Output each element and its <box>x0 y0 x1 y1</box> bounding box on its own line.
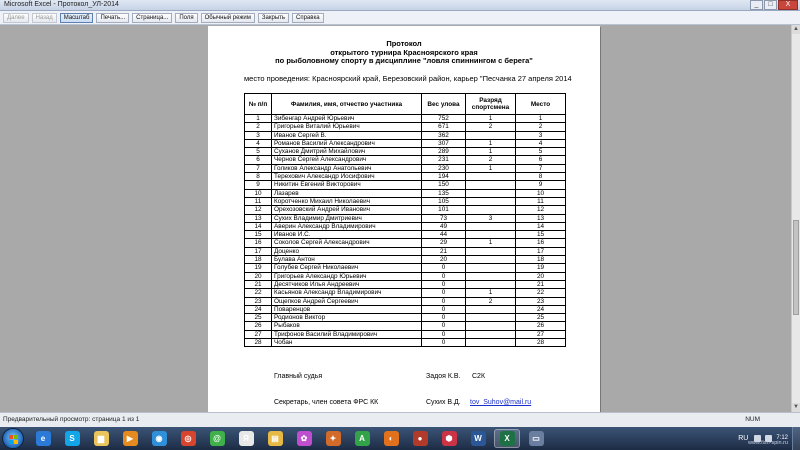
cell-place: 4 <box>516 139 566 147</box>
cell-place: 25 <box>516 314 566 322</box>
cell-place: 21 <box>516 280 566 288</box>
secretary-label: Секретарь, член совета ФРС КК <box>274 399 379 406</box>
cell-weight: 21 <box>422 247 466 255</box>
window-icon: ▭ <box>529 431 544 446</box>
taskbar-app[interactable] <box>88 429 114 448</box>
previous-button[interactable]: Назад <box>32 13 57 23</box>
table-row <box>245 197 566 205</box>
cell-place: 8 <box>516 173 566 181</box>
title-bar <box>0 0 800 11</box>
cell-name: Романов Василий Александрович <box>272 139 422 147</box>
cell-weight: 194 <box>422 173 466 181</box>
scroll-thumb[interactable] <box>793 220 799 315</box>
cell-name: Трифонов Василий Владимирович <box>272 330 422 338</box>
cell-num: 28 <box>245 339 272 347</box>
cell-rank: 1 <box>466 148 516 156</box>
secretary-email-link[interactable]: tov_Suhov@mail.ru <box>470 399 532 406</box>
excel-icon: X <box>500 431 515 446</box>
cell-weight: 44 <box>422 231 466 239</box>
cell-place: 20 <box>516 272 566 280</box>
cell-rank <box>466 264 516 272</box>
cell-num: 23 <box>245 297 272 305</box>
table-header-row <box>245 94 566 115</box>
cell-place: 5 <box>516 148 566 156</box>
yandex-icon: Я <box>239 431 254 446</box>
cell-rank: 3 <box>466 214 516 222</box>
col-weight-header: Вес улова <box>422 94 466 115</box>
zoom-button[interactable]: Масштаб <box>60 13 94 23</box>
judge-name: Задоя К.В. <box>426 373 461 380</box>
cell-num: 9 <box>245 181 272 189</box>
document-title <box>208 40 600 66</box>
taskbar-app[interactable] <box>407 429 433 448</box>
taskbar-app[interactable] <box>291 429 317 448</box>
cell-rank: 2 <box>466 156 516 164</box>
cell-place: 2 <box>516 123 566 131</box>
cell-name: Касьянов Александр Владимирович <box>272 289 422 297</box>
table-row <box>245 139 566 147</box>
taskbar-app[interactable] <box>175 429 201 448</box>
cell-num: 1 <box>245 115 272 123</box>
start-button[interactable] <box>2 428 24 449</box>
cell-place: 7 <box>516 164 566 172</box>
col-name-header: Фамилия, имя, отчество участника <box>272 94 422 115</box>
cell-name: Григорьев Виталий Юрьевич <box>272 123 422 131</box>
col-num-header: № п/п <box>245 94 272 115</box>
print-button[interactable]: Печать... <box>96 13 129 23</box>
table-row <box>245 164 566 172</box>
cell-num: 19 <box>245 264 272 272</box>
cell-num: 21 <box>245 280 272 288</box>
table-row <box>245 297 566 305</box>
cell-rank <box>466 222 516 230</box>
next-button[interactable]: Далее <box>3 13 29 23</box>
cell-num: 24 <box>245 305 272 313</box>
cell-weight: 105 <box>422 197 466 205</box>
table-row <box>245 148 566 156</box>
table-row <box>245 247 566 255</box>
table-row <box>245 256 566 264</box>
cell-num: 18 <box>245 256 272 264</box>
cell-rank <box>466 330 516 338</box>
word-icon: W <box>471 431 486 446</box>
cell-num: 5 <box>245 148 272 156</box>
cell-num: 2 <box>245 123 272 131</box>
normal-view-button[interactable]: Обычный режим <box>201 13 255 23</box>
cell-weight: 0 <box>422 289 466 297</box>
cell-weight: 752 <box>422 115 466 123</box>
cell-name: Поваренцов <box>272 305 422 313</box>
num-lock-indicator: NUM <box>745 416 760 423</box>
cell-name: Доценко <box>272 247 422 255</box>
folder-icon: ▤ <box>268 431 283 446</box>
taskbar <box>0 427 800 450</box>
paint-icon: ✦ <box>326 431 341 446</box>
chrome-icon: ◎ <box>181 431 196 446</box>
title-line-2: открытого турнира Красноярского края <box>330 47 478 57</box>
cell-num: 26 <box>245 322 272 330</box>
table-row <box>245 280 566 288</box>
cell-num: 11 <box>245 197 272 205</box>
app-a-icon: A <box>355 431 370 446</box>
table-row <box>245 214 566 222</box>
cell-rank <box>466 280 516 288</box>
table-row <box>245 156 566 164</box>
cell-rank <box>466 206 516 214</box>
margins-button[interactable]: Поля <box>175 13 197 23</box>
table-row <box>245 181 566 189</box>
cell-rank: 1 <box>466 289 516 297</box>
cell-rank <box>466 339 516 347</box>
cell-name: Лазарев <box>272 189 422 197</box>
table-row <box>245 189 566 197</box>
cell-weight: 20 <box>422 256 466 264</box>
title-line-3: по рыболовному спорту в дисциплине "ловля спиннингом с берега" <box>275 56 533 66</box>
cell-weight: 73 <box>422 214 466 222</box>
cell-place: 3 <box>516 131 566 139</box>
taskbar-app[interactable] <box>320 429 346 448</box>
col-place-header: Место <box>516 94 566 115</box>
cell-place: 10 <box>516 189 566 197</box>
table-row <box>245 264 566 272</box>
cell-num: 27 <box>245 330 272 338</box>
cell-name: Чобан <box>272 339 422 347</box>
cell-name: Булава Антон <box>272 256 422 264</box>
cell-num: 8 <box>245 173 272 181</box>
cell-rank <box>466 131 516 139</box>
cell-num: 7 <box>245 164 272 172</box>
cell-weight: 0 <box>422 297 466 305</box>
help-button[interactable]: Справка <box>292 13 324 23</box>
cell-num: 4 <box>245 139 272 147</box>
table-row <box>245 123 566 131</box>
cell-weight: 0 <box>422 322 466 330</box>
cell-num: 16 <box>245 239 272 247</box>
cell-num: 20 <box>245 272 272 280</box>
windows-logo-icon <box>9 435 18 444</box>
watermark: www.fish-spin.ru <box>747 440 788 446</box>
cell-place: 17 <box>516 247 566 255</box>
cell-rank: 1 <box>466 239 516 247</box>
cell-rank <box>466 197 516 205</box>
table-row <box>245 131 566 139</box>
table-row <box>245 314 566 322</box>
cell-name: Сухих Владимир Дмитриевич <box>272 214 422 222</box>
cell-place: 11 <box>516 197 566 205</box>
table-row <box>245 231 566 239</box>
cell-num: 13 <box>245 214 272 222</box>
cell-weight: 49 <box>422 222 466 230</box>
col-rank-header: Разряд спортсмена <box>466 94 516 115</box>
cell-name: Десятчиков Илья Андреевич <box>272 280 422 288</box>
venue-text: место проведения: Красноярский край, Березовский район, карьер "Песчанка 27 апреля 2014 <box>244 74 572 83</box>
cell-weight: 0 <box>422 272 466 280</box>
taskbar-app[interactable] <box>523 429 549 448</box>
judge-category: С2К <box>472 373 486 380</box>
cell-weight: 135 <box>422 189 466 197</box>
cell-name: Ощепков Андрей Сергеевич <box>272 297 422 305</box>
show-desktop-button[interactable] <box>792 427 800 450</box>
cell-rank <box>466 256 516 264</box>
taskbar-app[interactable] <box>349 429 375 448</box>
cell-place: 19 <box>516 264 566 272</box>
cell-weight: 231 <box>422 156 466 164</box>
cell-place: 27 <box>516 330 566 338</box>
cell-rank <box>466 231 516 239</box>
taskbar-app[interactable] <box>262 429 288 448</box>
taskbar-app[interactable] <box>233 429 259 448</box>
cell-name: Григорьев Александр Юрьевич <box>272 272 422 280</box>
cell-num: 15 <box>245 231 272 239</box>
cell-place: 14 <box>516 222 566 230</box>
cell-num: 22 <box>245 289 272 297</box>
taskbar-app[interactable] <box>494 429 520 448</box>
cell-rank <box>466 322 516 330</box>
close-preview-button[interactable]: Закрыть <box>258 13 289 23</box>
scroll-down-icon[interactable]: ▼ <box>793 404 799 410</box>
table-row <box>245 239 566 247</box>
cell-weight: 0 <box>422 339 466 347</box>
vertical-scrollbar[interactable] <box>791 25 800 412</box>
table-row <box>245 206 566 214</box>
cell-place: 16 <box>516 239 566 247</box>
cell-num: 25 <box>245 314 272 322</box>
close-window-button[interactable]: X <box>778 0 798 10</box>
cell-weight: 289 <box>422 148 466 156</box>
scroll-up-icon[interactable]: ▲ <box>793 26 799 32</box>
cell-rank: 1 <box>466 164 516 172</box>
judge-label: Главный судья <box>274 373 323 380</box>
cell-name: Терехович Александр Иосифович <box>272 173 422 181</box>
cell-weight: 150 <box>422 181 466 189</box>
taskbar-apps <box>30 429 552 448</box>
cell-name: Орехозовский Андрей Иванович <box>272 206 422 214</box>
table-row <box>245 339 566 347</box>
cell-place: 18 <box>516 256 566 264</box>
cell-rank: 1 <box>466 139 516 147</box>
cell-num: 14 <box>245 222 272 230</box>
table-row <box>245 272 566 280</box>
taskbar-app[interactable] <box>378 429 404 448</box>
taskbar-app[interactable] <box>146 429 172 448</box>
cell-rank <box>466 247 516 255</box>
cell-num: 3 <box>245 131 272 139</box>
cell-weight: 0 <box>422 305 466 313</box>
taskbar-app[interactable] <box>117 429 143 448</box>
cell-name: Соколов Сергей Александрович <box>272 239 422 247</box>
cell-place: 15 <box>516 231 566 239</box>
system-tray <box>738 427 800 450</box>
language-indicator[interactable]: RU <box>738 435 749 442</box>
taskbar-app[interactable] <box>30 429 56 448</box>
window-title: Microsoft Excel - Протокол_УЛ-2014 <box>4 1 119 8</box>
cell-place: 28 <box>516 339 566 347</box>
preview-toolbar <box>0 11 800 25</box>
cell-place: 23 <box>516 297 566 305</box>
cell-rank: 2 <box>466 123 516 131</box>
cell-place: 24 <box>516 305 566 313</box>
cell-rank <box>466 272 516 280</box>
cell-rank <box>466 181 516 189</box>
cell-name: Чернов Сергей Александрович <box>272 156 422 164</box>
cell-rank <box>466 305 516 313</box>
cell-rank <box>466 173 516 181</box>
page-setup-button[interactable]: Страница... <box>132 13 172 23</box>
cell-name: Иванов Сергей В. <box>272 131 422 139</box>
maximize-button[interactable]: □ <box>764 0 777 10</box>
explorer-icon: ▆ <box>94 431 109 446</box>
cell-name: Никитин Евгений Викторович <box>272 181 422 189</box>
cell-name: Иванов И.С. <box>272 231 422 239</box>
taskbar-app[interactable] <box>465 429 491 448</box>
cell-name: Голубев Сергей Николаевич <box>272 264 422 272</box>
cell-rank: 1 <box>466 115 516 123</box>
cell-num: 10 <box>245 189 272 197</box>
cell-name: Голиков Александр Анатольевич <box>272 164 422 172</box>
table-row <box>245 330 566 338</box>
cell-place: 1 <box>516 115 566 123</box>
taskbar-app[interactable] <box>59 429 85 448</box>
skype-icon: S <box>65 431 80 446</box>
cell-weight: 0 <box>422 314 466 322</box>
icq-icon: @ <box>210 431 225 446</box>
cell-name: Аверин Александр Владимирович <box>272 222 422 230</box>
cell-weight: 29 <box>422 239 466 247</box>
title-line-1: Протокол <box>386 39 422 48</box>
cell-name: Родионов Виктор <box>272 314 422 322</box>
cell-place: 12 <box>516 206 566 214</box>
browser-icon: ◉ <box>152 431 167 446</box>
cell-weight: 362 <box>422 131 466 139</box>
cell-weight: 101 <box>422 206 466 214</box>
taskbar-app[interactable] <box>204 429 230 448</box>
status-text: Предварительный просмотр: страница 1 из 1 <box>3 416 140 423</box>
cell-weight: 230 <box>422 164 466 172</box>
table-row <box>245 173 566 181</box>
cell-num: 17 <box>245 247 272 255</box>
game-icon: ✿ <box>297 431 312 446</box>
table-row <box>245 115 566 123</box>
cell-weight: 307 <box>422 139 466 147</box>
cell-name: Зибенгар Андрей Юрьевич <box>272 115 422 123</box>
ie-icon: e <box>36 431 51 446</box>
cell-weight: 0 <box>422 330 466 338</box>
cell-place: 13 <box>516 214 566 222</box>
cell-weight: 671 <box>422 123 466 131</box>
cell-place: 6 <box>516 156 566 164</box>
taskbar-app[interactable] <box>436 429 462 448</box>
cell-name: Суханов Дмитрий Михайлович <box>272 148 422 156</box>
media-player-icon: ▶ <box>123 431 138 446</box>
results-table <box>244 93 566 347</box>
cell-num: 12 <box>245 206 272 214</box>
cell-name: Коротченко Михаил Николаевич <box>272 197 422 205</box>
results-body <box>245 115 566 347</box>
cell-rank <box>466 189 516 197</box>
cell-place: 9 <box>516 181 566 189</box>
cell-place: 22 <box>516 289 566 297</box>
cell-rank <box>466 314 516 322</box>
ball-icon: ● <box>413 431 428 446</box>
table-row <box>245 289 566 297</box>
table-row <box>245 305 566 313</box>
minimize-button[interactable]: _ <box>750 0 763 10</box>
secretary-name: Сухих В.Д. <box>426 399 461 406</box>
cell-weight: 0 <box>422 264 466 272</box>
cell-place: 26 <box>516 322 566 330</box>
cell-weight: 0 <box>422 280 466 288</box>
firefox-icon: ◐ <box>384 431 399 446</box>
football-icon: ⬢ <box>442 431 457 446</box>
cell-name: Рыбаков <box>272 322 422 330</box>
clock[interactable]: 7:12 <box>776 435 788 441</box>
window-controls <box>749 0 798 10</box>
cell-num: 6 <box>245 156 272 164</box>
table-row <box>245 322 566 330</box>
cell-rank: 2 <box>466 297 516 305</box>
table-row <box>245 222 566 230</box>
status-bar <box>0 412 800 427</box>
preview-page <box>208 26 600 412</box>
